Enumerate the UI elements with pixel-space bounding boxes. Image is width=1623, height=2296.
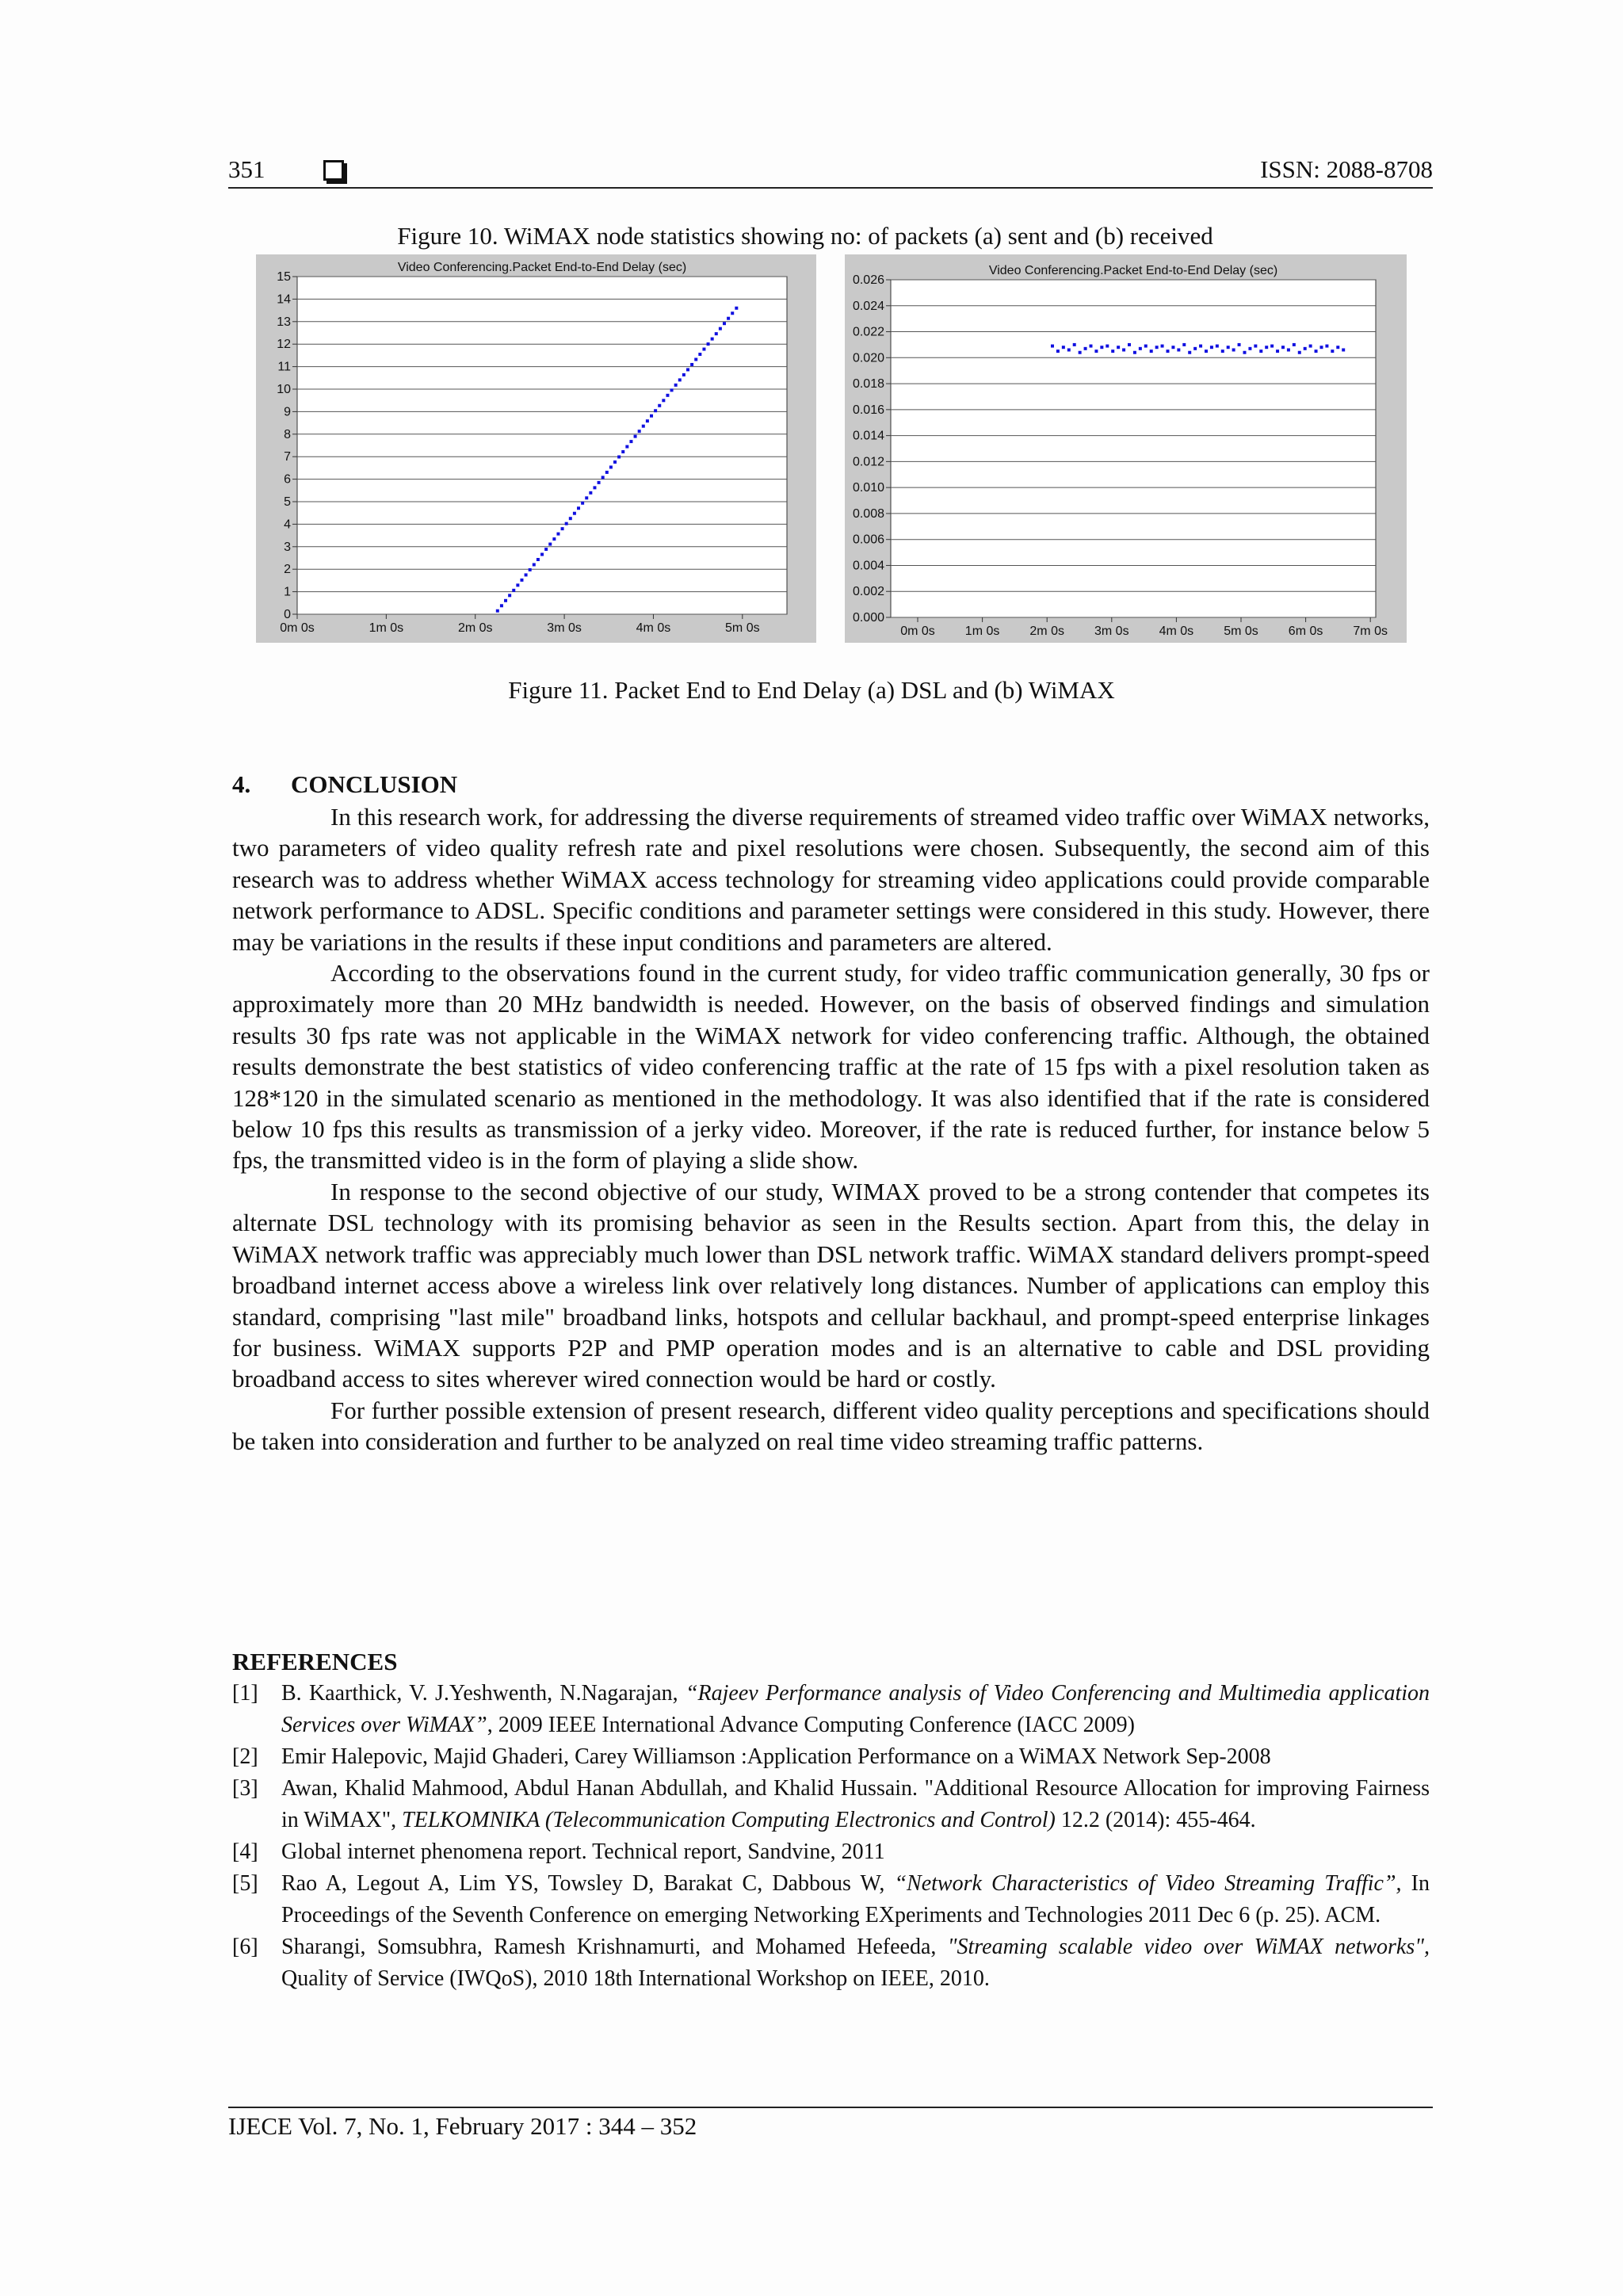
- chart-wimax-panel: [845, 254, 1407, 643]
- data-point: [1243, 351, 1246, 354]
- data-point: [658, 404, 661, 407]
- x-tick-label: 2m 0s: [1029, 625, 1064, 638]
- y-tick-label: 2: [284, 563, 291, 577]
- x-tick-label: 4m 0s: [636, 621, 671, 635]
- x-tick-label: 6m 0s: [1288, 625, 1323, 638]
- data-point: [573, 512, 576, 515]
- data-point: [1304, 347, 1307, 350]
- data-point: [1188, 351, 1191, 354]
- reference-text: Awan, Khalid Mahmood, Abdul Hanan Abdullah, and Khalid Hussain. "Additional Resource Allocation for improving Fairness in WiMAX", TELKOMNIKA (Telecommunication Computing Electronics and Control) 12.2 (2014): 455-464.: [281, 1776, 1430, 1832]
- y-tick-label: 0.014: [852, 429, 884, 443]
- data-point: [1094, 350, 1098, 353]
- data-point: [529, 568, 532, 571]
- data-point: [617, 456, 621, 459]
- data-point: [512, 589, 515, 592]
- data-point: [666, 394, 669, 397]
- y-tick-label: 0.020: [852, 351, 884, 365]
- data-point: [1084, 347, 1087, 350]
- y-tick-label: 0.000: [852, 611, 884, 625]
- data-point: [621, 450, 624, 453]
- y-tick-label: 0.002: [852, 585, 884, 599]
- x-tick-label: 3m 0s: [547, 621, 582, 635]
- reference-text: Rao A, Legout A, Lim YS, Towsley D, Barakat C, Dabbous W, “Network Characteristics of Video Streaming Traffic”, In Proceedings of the Seventh Conference on emerging Networking EXperiments and Technologies 2011 Dec 6 (p. 25). ACM.: [281, 1871, 1430, 1927]
- data-point: [1089, 345, 1092, 348]
- data-point: [544, 548, 548, 551]
- data-point: [1171, 346, 1174, 349]
- section-title: CONCLUSION: [291, 770, 458, 798]
- y-tick-label: 0.024: [852, 299, 884, 313]
- data-point: [670, 388, 674, 392]
- data-point: [1166, 350, 1169, 353]
- data-point: [638, 430, 641, 433]
- y-tick-label: 5: [284, 495, 291, 509]
- data-point: [508, 594, 511, 597]
- data-point: [711, 338, 714, 341]
- data-point: [504, 599, 507, 602]
- data-point: [500, 604, 503, 607]
- square-bullet-icon: [323, 160, 344, 181]
- data-point: [715, 332, 718, 335]
- reference-text: Sharangi, Somsubhra, Ramesh Krishnamurti, and Mohamed Hefeeda, "Streaming scalable video over WiMAX networks", Quality of Service (IWQoS), 2010 18th International Workshop on IEEE, 2010.: [281, 1935, 1430, 1991]
- data-point: [1293, 343, 1296, 346]
- data-point: [1205, 350, 1208, 353]
- data-point: [1100, 346, 1103, 349]
- y-tick-label: 3: [284, 540, 291, 554]
- data-point: [1182, 343, 1186, 346]
- data-point: [727, 317, 730, 320]
- data-point: [613, 460, 617, 464]
- data-point: [1062, 346, 1065, 349]
- data-point: [690, 363, 693, 366]
- y-tick-label: 8: [284, 427, 291, 441]
- data-point: [1117, 346, 1120, 349]
- reference-number: [4]: [232, 1839, 258, 1864]
- conclusion-paragraph-3: In response to the second objective of our study, WIMAX proved to be a strong contender that competes its alternate DSL technology with its promising behavior as seen in the Results section. Apart from this, the delay in WiMAX network traffic was appreciably much lower than DSL network traffic. WiMAX standard delivers prompt-speed broadband internet access above a wireless link over relatively long distances. Number of applications can employ this standard, comprising "last mile" broadband links, hotspots and cellular backhaul, and prompt-speed enterprise linkages for business. WiMAX supports P2P and PMP operation modes and is an alternative to cable and DSL providing broadband access to sites wherever wired connection would be hard or costly.: [232, 1177, 1430, 1393]
- conclusion-paragraph-4: For further possible extension of present research, different video quality perceptions and specifications should be taken into consideration and further to be analyzed on real time video streaming traffic patterns.: [232, 1396, 1430, 1456]
- data-point: [702, 348, 705, 351]
- data-point: [537, 558, 540, 561]
- data-point: [1144, 345, 1148, 348]
- x-tick-label: 1m 0s: [369, 621, 404, 635]
- data-point: [1199, 345, 1202, 348]
- data-point: [650, 415, 653, 418]
- data-point: [561, 527, 564, 530]
- reference-item: [232, 1773, 1430, 1836]
- data-point: [1232, 348, 1235, 351]
- data-point: [1227, 346, 1230, 349]
- data-point: [1150, 350, 1153, 353]
- chart-title: Video Conferencing.Packet End-to-End Delay (sec): [988, 264, 1278, 277]
- reference-item: [232, 1931, 1430, 1995]
- data-point: [735, 307, 738, 310]
- data-point: [540, 553, 544, 556]
- data-point: [731, 311, 734, 315]
- data-point: [1281, 346, 1285, 349]
- chart-title: Video Conferencing.Packet End-to-End Delay (sec): [397, 261, 687, 274]
- reference-number: [2]: [232, 1744, 258, 1769]
- y-tick-label: 0.004: [852, 559, 884, 573]
- data-point: [516, 583, 519, 586]
- data-point: [1265, 346, 1268, 349]
- x-tick-label: 1m 0s: [964, 625, 1000, 638]
- chart-dsl-panel: [256, 254, 816, 643]
- x-tick-label: 5m 0s: [725, 621, 760, 635]
- y-tick-label: 0.026: [852, 273, 884, 287]
- y-tick-label: 0.022: [852, 325, 884, 339]
- reference-text: Global internet phenomena report. Technical report, Sandvine, 2011: [281, 1839, 885, 1864]
- y-tick-label: 13: [277, 315, 291, 329]
- y-tick-label: 1: [284, 585, 291, 599]
- plot-area: [297, 277, 787, 614]
- conclusion-paragraph-1: In this research work, for addressing the diverse requirements of streamed video traffic over WiMAX networks, two parameters of video quality refresh rate and pixel resolutions were chosen. Subsequently, the second aim of this research was to address whether WiMAX access technology for streaming video applications could provide comparable network performance to ADSL. Specific conditions and parameter settings were considered in this study. However, there may be variations in the results if these input conditions and parameters are altered.: [232, 803, 1430, 956]
- data-point: [1248, 347, 1251, 350]
- issn: ISSN: 2088-8708: [1260, 155, 1433, 183]
- data-point: [556, 533, 559, 536]
- y-tick-label: 0.006: [852, 533, 884, 547]
- data-point: [565, 522, 568, 525]
- data-point: [723, 322, 726, 325]
- data-point: [552, 537, 556, 541]
- y-tick-label: 11: [277, 360, 291, 374]
- y-tick-label: 0.016: [852, 403, 884, 417]
- data-point: [634, 435, 637, 438]
- y-tick-label: 0.008: [852, 506, 884, 521]
- footer-divider: [228, 2107, 1433, 2108]
- data-point: [662, 399, 665, 402]
- data-point: [625, 445, 628, 449]
- conclusion-paragraph-2: According to the observations found in the current study, for video traffic communication generally, 30 fps or approximately more than 20 MHz bandwidth is needed. However, on the basis of observed findings and simulation results 30 fps rate was not applicable in the WiMAX network for video conferencing traffic. Although, the obtained results demonstrate the best statistics of video conferencing traffic at the rate of 15 fps with a pixel resolution taken as 128*120 in the simulated scenario as mentioned in the methodology. It was also identified that if the rate is considered below 10 fps this results as transmission of a jerky video. Moreover, if the rate is reduced further, for instance below 5 fps, the transmitted video is in the form of playing a slide show.: [232, 959, 1430, 1175]
- data-point: [694, 358, 697, 361]
- data-point: [1259, 350, 1262, 353]
- data-point: [646, 419, 649, 422]
- data-point: [1067, 348, 1071, 351]
- y-tick-label: 6: [284, 472, 291, 487]
- data-point: [609, 465, 613, 468]
- data-point: [629, 440, 632, 443]
- data-point: [1128, 343, 1131, 346]
- y-tick-label: 0.010: [852, 481, 884, 495]
- data-point: [1336, 346, 1339, 349]
- data-point: [577, 506, 580, 510]
- data-point: [682, 373, 685, 376]
- data-point: [1051, 345, 1054, 348]
- data-point: [589, 491, 592, 495]
- x-tick-label: 3m 0s: [1094, 625, 1129, 638]
- y-tick-label: 4: [284, 518, 291, 532]
- data-point: [1210, 346, 1213, 349]
- chart-wimax: [845, 254, 1407, 643]
- y-tick-label: 9: [284, 405, 291, 419]
- data-point: [605, 471, 609, 474]
- y-tick-label: 15: [277, 270, 291, 284]
- data-point: [1276, 350, 1279, 353]
- data-point: [1079, 351, 1082, 354]
- data-point: [1106, 345, 1109, 348]
- data-point: [1221, 350, 1224, 353]
- data-point: [525, 573, 528, 576]
- reference-item: [232, 1836, 1430, 1868]
- data-point: [1133, 351, 1136, 354]
- data-point: [1216, 345, 1219, 348]
- data-point: [1331, 350, 1334, 353]
- figure10-caption: Figure 10. WiMAX node statistics showing no: of packets (a) sent and (b) received: [397, 222, 1213, 250]
- data-point: [598, 481, 601, 484]
- y-tick-label: 0: [284, 608, 291, 621]
- data-point: [1298, 351, 1301, 354]
- data-point: [678, 378, 682, 381]
- data-point: [1056, 350, 1060, 353]
- data-point: [698, 353, 701, 356]
- y-tick-label: 0.012: [852, 455, 884, 469]
- y-tick-label: 10: [277, 383, 291, 396]
- data-point: [1161, 345, 1164, 348]
- y-tick-label: 7: [284, 450, 291, 464]
- data-point: [686, 368, 689, 371]
- data-point: [593, 486, 596, 489]
- references-section: [232, 1646, 1430, 1995]
- reference-text: B. Kaarthick, V. J.Yeshwenth, N.Nagarajan, “Rajeev Performance analysis of Video Conferencing and Multimedia application Services over WiMAX”, 2009 IEEE International Advance Computing Conference (IACC 2009): [281, 1681, 1430, 1737]
- data-point: [585, 496, 588, 499]
- data-point: [1155, 346, 1159, 349]
- reference-item: [232, 1741, 1430, 1773]
- data-point: [642, 425, 645, 428]
- conclusion-body: [232, 801, 1430, 1457]
- conclusion-heading: [232, 770, 457, 799]
- data-point: [520, 579, 523, 582]
- data-point: [1177, 348, 1180, 351]
- x-tick-label: 5m 0s: [1224, 625, 1258, 638]
- figure11-caption: Figure 11. Packet End to End Delay (a) DSL and (b) WiMAX: [508, 676, 1115, 704]
- plot-area: [891, 280, 1376, 617]
- data-point: [548, 543, 552, 546]
- y-tick-label: 14: [277, 292, 291, 307]
- y-tick-label: 0.018: [852, 377, 884, 392]
- data-point: [1122, 348, 1125, 351]
- data-point: [1238, 343, 1241, 346]
- footer-text: IJECE Vol. 7, No. 1, February 2017 : 344 – 352: [228, 2112, 697, 2140]
- reference-number: [5]: [232, 1871, 258, 1896]
- data-point: [1315, 350, 1318, 353]
- x-tick-label: 0m 0s: [900, 625, 935, 638]
- data-point: [533, 563, 536, 566]
- x-tick-label: 2m 0s: [457, 621, 493, 635]
- x-tick-label: 7m 0s: [1353, 625, 1388, 638]
- x-tick-label: 0m 0s: [280, 621, 315, 635]
- data-point: [1111, 350, 1114, 353]
- data-point: [719, 327, 722, 330]
- data-point: [674, 384, 678, 387]
- data-point: [1139, 347, 1142, 350]
- reference-item: [232, 1678, 1430, 1741]
- reference-text: Emir Halepovic, Majid Ghaderi, Carey Williamson :Application Performance on a WiMAX Network Sep-2008: [281, 1744, 1271, 1769]
- header-divider: [228, 187, 1433, 189]
- data-point: [1193, 347, 1197, 350]
- chart-dsl: [256, 254, 816, 643]
- x-tick-label: 4m 0s: [1159, 625, 1194, 638]
- data-point: [1254, 345, 1257, 348]
- page-number: 351: [228, 155, 265, 183]
- data-point: [1073, 343, 1076, 346]
- y-tick-label: 12: [277, 338, 291, 352]
- data-point: [569, 517, 572, 520]
- data-point: [1319, 346, 1323, 349]
- data-point: [1342, 348, 1345, 351]
- data-point: [1287, 348, 1290, 351]
- reference-number: [1]: [232, 1681, 258, 1706]
- section-number: 4.: [232, 770, 251, 798]
- reference-number: [6]: [232, 1935, 258, 1959]
- data-point: [654, 409, 657, 412]
- data-point: [1325, 345, 1328, 348]
- references-heading: REFERENCES: [232, 1648, 398, 1675]
- data-point: [601, 476, 605, 479]
- reference-number: [3]: [232, 1776, 258, 1801]
- data-point: [707, 342, 710, 346]
- data-point: [1270, 345, 1274, 348]
- data-point: [581, 502, 584, 505]
- reference-item: [232, 1868, 1430, 1931]
- data-point: [496, 609, 499, 613]
- data-point: [1309, 345, 1312, 348]
